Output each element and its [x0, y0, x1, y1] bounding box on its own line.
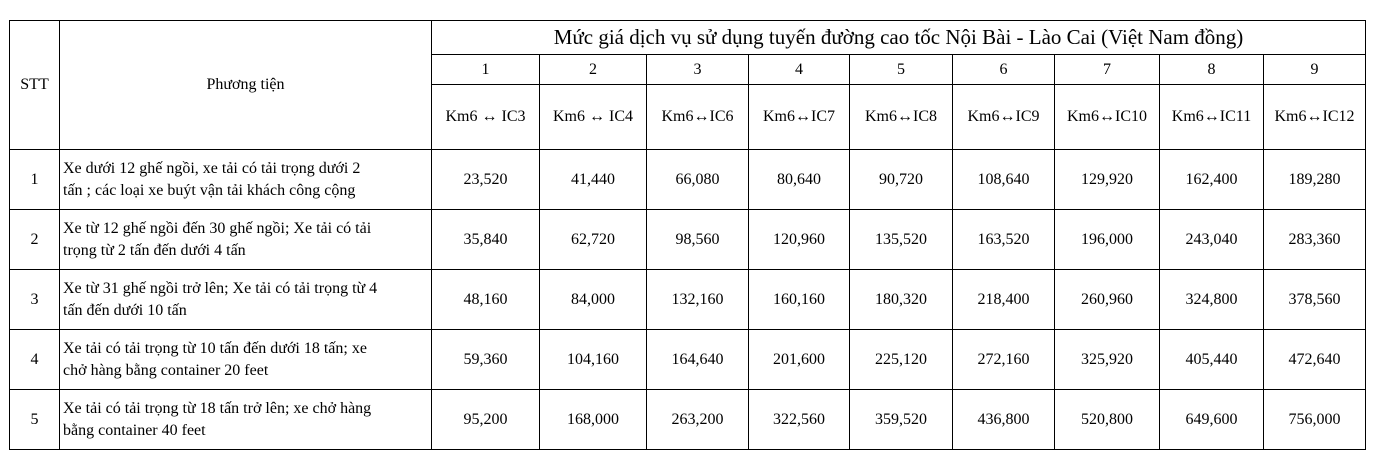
vehicle-description-line: tấn ; các loại xe buýt vận tải khách công cộng — [63, 181, 356, 199]
price-cell: 325,920 — [1055, 330, 1160, 390]
price-cell: 132,160 — [647, 270, 749, 330]
price-cell: 180,320 — [850, 270, 953, 330]
price-cell: 272,160 — [953, 330, 1055, 390]
price-cell: 163,520 — [953, 210, 1055, 270]
price-cell: 243,040 — [1160, 210, 1264, 270]
table-row — [10, 390, 1366, 450]
route-label: Km6↔IC8 — [850, 85, 953, 150]
price-cell: 90,720 — [850, 150, 953, 210]
vehicle-description-line: Xe từ 12 ghế ngồi đến 30 ghế ngồi; Xe tải có tải — [63, 219, 372, 237]
price-cell: 649,600 — [1160, 390, 1264, 450]
price-cell: 196,000 — [1055, 210, 1160, 270]
price-cell: 359,520 — [850, 390, 953, 450]
vehicle-description — [60, 210, 432, 270]
price-cell: 189,280 — [1264, 150, 1366, 210]
segment-number: 7 — [1055, 55, 1160, 85]
route-label: Km6 ↔ IC3 — [432, 85, 540, 150]
vehicle-description-line: trọng từ 2 tấn đến dưới 4 tấn — [63, 241, 246, 259]
table-row — [10, 210, 1366, 270]
price-cell: 201,600 — [749, 330, 850, 390]
route-label: Km6↔IC9 — [953, 85, 1055, 150]
vehicle-description-line: Xe dưới 12 ghế ngồi, xe tải có tải trọng dưới 2 — [63, 159, 361, 177]
price-cell: 80,640 — [749, 150, 850, 210]
price-cell: 520,800 — [1055, 390, 1160, 450]
row-number: 1 — [10, 150, 60, 210]
price-cell: 283,360 — [1264, 210, 1366, 270]
price-cell: 322,560 — [749, 390, 850, 450]
segment-number: 9 — [1264, 55, 1366, 85]
row-number: 4 — [10, 330, 60, 390]
price-cell: 756,000 — [1264, 390, 1366, 450]
vehicle-description-line: tấn đến dưới 10 tấn — [63, 301, 187, 319]
price-cell: 41,440 — [540, 150, 647, 210]
price-cell: 218,400 — [953, 270, 1055, 330]
segment-number: 3 — [647, 55, 749, 85]
vehicle-description-line: Xe tải có tải trọng từ 18 tấn trở lên; xe chở hàng — [63, 399, 372, 417]
price-cell: 120,960 — [749, 210, 850, 270]
route-label: Km6↔IC7 — [749, 85, 850, 150]
route-label: Km6↔IC12 — [1264, 85, 1366, 150]
price-cell: 108,640 — [953, 150, 1055, 210]
price-cell: 225,120 — [850, 330, 953, 390]
vehicle-description — [60, 330, 432, 390]
vehicle-description-line: Xe từ 31 ghế ngồi trở lên; Xe tải có tải trọng từ 4 — [63, 279, 378, 297]
price-cell: 378,560 — [1264, 270, 1366, 330]
table-row — [10, 330, 1366, 390]
price-cell: 84,000 — [540, 270, 647, 330]
price-cell: 129,920 — [1055, 150, 1160, 210]
route-label: Km6↔IC6 — [647, 85, 749, 150]
price-cell: 162,400 — [1160, 150, 1264, 210]
stt-header: STT — [10, 21, 60, 150]
price-cell: 405,440 — [1160, 330, 1264, 390]
price-cell: 436,800 — [953, 390, 1055, 450]
table-body — [10, 150, 1366, 450]
segment-number: 8 — [1160, 55, 1264, 85]
segment-number: 4 — [749, 55, 850, 85]
price-cell: 263,200 — [647, 390, 749, 450]
price-cell: 66,080 — [647, 150, 749, 210]
price-cell: 164,640 — [647, 330, 749, 390]
price-cell: 160,160 — [749, 270, 850, 330]
price-cell: 104,160 — [540, 330, 647, 390]
toll-price-table — [9, 20, 1366, 450]
vehicle-description — [60, 270, 432, 330]
row-number: 5 — [10, 390, 60, 450]
table-title: Mức giá dịch vụ sử dụng tuyến đường cao tốc Nội Bài - Lào Cai (Việt Nam đồng) — [432, 21, 1366, 55]
route-label: Km6↔IC10 — [1055, 85, 1160, 150]
price-cell: 472,640 — [1264, 330, 1366, 390]
vehicle-header: Phương tiện — [60, 21, 432, 150]
price-cell: 168,000 — [540, 390, 647, 450]
vehicle-description — [60, 150, 432, 210]
price-cell: 23,520 — [432, 150, 540, 210]
row-number: 2 — [10, 210, 60, 270]
table-row — [10, 150, 1366, 210]
price-cell: 59,360 — [432, 330, 540, 390]
vehicle-description-line: chở hàng bằng container 20 feet — [63, 361, 269, 379]
price-cell: 98,560 — [647, 210, 749, 270]
table-row — [10, 270, 1366, 330]
vehicle-description — [60, 390, 432, 450]
price-cell: 95,200 — [432, 390, 540, 450]
segment-number: 2 — [540, 55, 647, 85]
price-cell: 324,800 — [1160, 270, 1264, 330]
route-label: Km6↔IC11 — [1160, 85, 1264, 150]
segment-number: 1 — [432, 55, 540, 85]
row-number: 3 — [10, 270, 60, 330]
price-cell: 48,160 — [432, 270, 540, 330]
price-cell: 260,960 — [1055, 270, 1160, 330]
vehicle-description-line: bằng container 40 feet — [63, 421, 206, 439]
price-cell: 35,840 — [432, 210, 540, 270]
route-label: Km6 ↔ IC4 — [540, 85, 647, 150]
price-cell: 135,520 — [850, 210, 953, 270]
vehicle-description-line: Xe tải có tải trọng từ 10 tấn đến dưới 18 tấn; xe — [63, 339, 367, 357]
segment-number: 5 — [850, 55, 953, 85]
segment-number: 6 — [953, 55, 1055, 85]
price-cell: 62,720 — [540, 210, 647, 270]
